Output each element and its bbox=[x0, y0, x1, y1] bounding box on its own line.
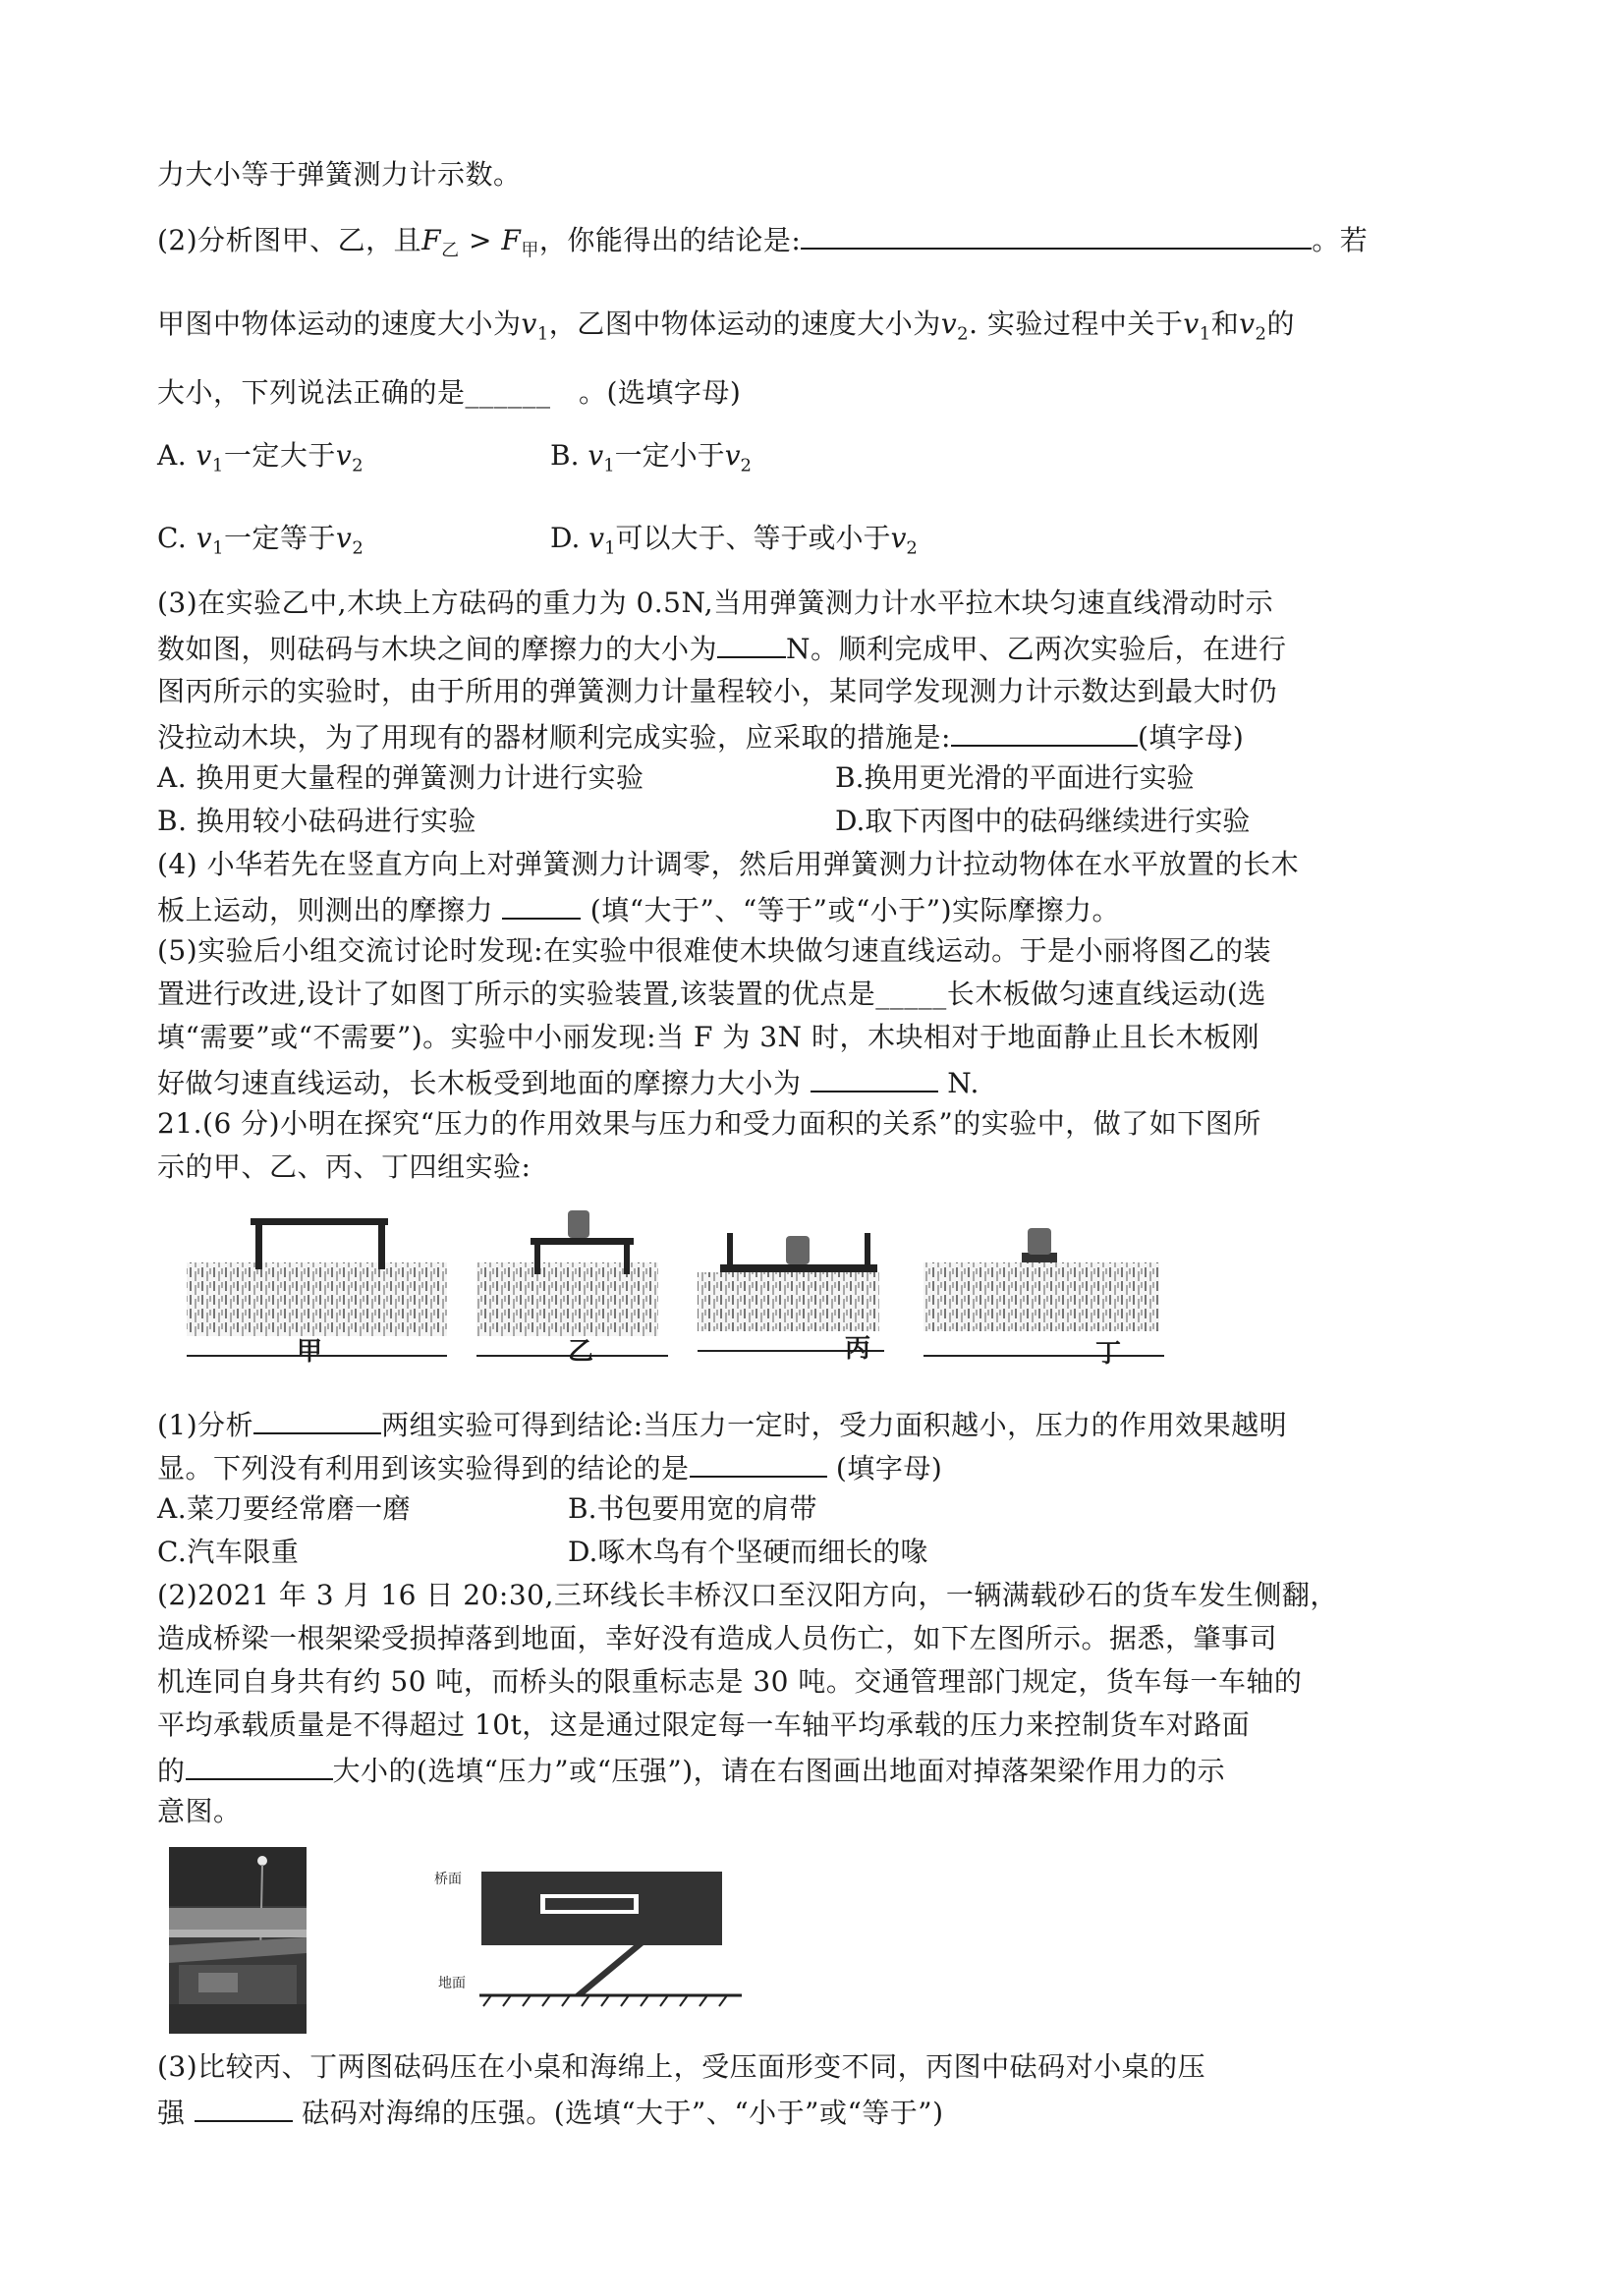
subscript: 1 bbox=[1199, 323, 1211, 345]
question-21-stem: 21.(6 分)小明在探究“压力的作用效果与压力和受力面积的关系”的实验中，做了如下图所 bbox=[157, 1107, 1261, 1140]
bridge-diagram bbox=[432, 1867, 766, 2014]
text-line bbox=[157, 888, 1120, 930]
velocity-symbol: v bbox=[1239, 308, 1256, 340]
text-line: (3)在实验乙中,木块上方砝码的重力为 0.5N,当用弹簧测力计水平拉木块匀速直线滑动时示 bbox=[157, 587, 1274, 619]
text-line: 填“需要”或“不需要”)。实验中小丽发现:当 F 为 3N 时，木块相对于地面静止且长木板刚 bbox=[157, 1021, 1259, 1053]
table-leg bbox=[534, 1245, 540, 1274]
subscript: 乙 bbox=[441, 240, 460, 261]
velocity-symbol: v bbox=[588, 522, 605, 554]
option-c[interactable] bbox=[157, 519, 364, 569]
answer-blank[interactable] bbox=[502, 888, 581, 920]
sponge bbox=[923, 1262, 1159, 1331]
bridge-deck-label: 桥面 bbox=[434, 1872, 462, 1887]
table-top bbox=[720, 1264, 877, 1272]
sponge bbox=[476, 1262, 658, 1336]
option-d[interactable]: D.啄木鸟有个坚硬而细长的喙 bbox=[568, 1536, 928, 1568]
text: 大小的(选填“压力”或“压强”)，请在右图画出地面对掉落架梁作用力的示 bbox=[332, 1755, 1226, 1787]
fallen-beam bbox=[575, 1945, 644, 1994]
sponge bbox=[187, 1262, 447, 1336]
text-line bbox=[157, 2091, 944, 2133]
answer-blank[interactable] bbox=[690, 1446, 827, 1478]
answer-blank[interactable] bbox=[811, 1061, 938, 1092]
subscript: 1 bbox=[603, 455, 615, 476]
text: 。若 bbox=[1312, 224, 1369, 256]
answer-blank[interactable] bbox=[195, 2091, 293, 2122]
weight bbox=[1028, 1228, 1051, 1255]
subscript: 2 bbox=[352, 537, 364, 559]
ground-label: 地面 bbox=[438, 1976, 466, 1991]
text-line bbox=[157, 1403, 1287, 1445]
text-line bbox=[157, 627, 1287, 669]
question-2-line bbox=[157, 218, 1368, 271]
text: . 实验过程中关于 bbox=[969, 308, 1184, 340]
text-line bbox=[157, 1749, 1225, 1791]
subscript: 2 bbox=[740, 455, 752, 476]
text: 强 bbox=[157, 2097, 195, 2129]
text-line: 机连同自身共有约 50 吨，而桥头的限重标志是 30 吨。交通管理部门规定，货车每一车轴的 bbox=[157, 1665, 1303, 1698]
experiment-figures bbox=[177, 1199, 1238, 1366]
option-b[interactable]: B.书包要用宽的肩带 bbox=[568, 1492, 817, 1525]
text: 一定等于 bbox=[224, 522, 337, 554]
text: > bbox=[459, 224, 502, 256]
figure-label: 丙 bbox=[845, 1334, 871, 1364]
text-line: 造成桥梁一根架梁受损掉落到地面，幸好没有造成人员伤亡，如下左图所示。据悉，肇事司 bbox=[157, 1622, 1278, 1654]
text-line: 意图。 bbox=[157, 1795, 242, 1827]
text: A. bbox=[157, 439, 188, 472]
text: ，你能得出的结论是: bbox=[538, 224, 802, 256]
text: 好做匀速直线运动，长木板受到地面的摩擦力大小为 bbox=[157, 1067, 811, 1099]
subscript: 甲 bbox=[521, 240, 539, 261]
velocity-symbol: v bbox=[890, 522, 907, 554]
text: (填字母) bbox=[1137, 721, 1245, 754]
text: N。顺利完成甲、乙两次实验后，在进行 bbox=[786, 633, 1287, 665]
sponge bbox=[698, 1272, 879, 1331]
text-line: (5)实验后小组交流讨论时发现:在实验中很难使木块做匀速直线运动。于是小丽将图乙的装 bbox=[157, 934, 1272, 967]
table-leg bbox=[378, 1225, 385, 1269]
answer-blank[interactable] bbox=[801, 218, 1312, 250]
text: 的 bbox=[1266, 308, 1295, 340]
text: 板上运动，则测出的摩擦力 bbox=[157, 894, 503, 926]
subscript: 2 bbox=[1255, 323, 1267, 345]
subscript: 2 bbox=[957, 323, 970, 345]
text: 一定小于 bbox=[614, 439, 725, 472]
subscript: 1 bbox=[536, 323, 549, 345]
text: 两组实验可得到结论:当压力一定时，受力面积越小，压力的作用效果越明 bbox=[381, 1409, 1288, 1441]
bridge-photo bbox=[169, 1847, 307, 2034]
force-symbol: F bbox=[501, 224, 522, 256]
text-line: 平均承载质量是不得超过 10t，这是通过限定每一车轴平均承载的压力来控制货车对路面 bbox=[157, 1708, 1251, 1741]
table-leg bbox=[865, 1233, 870, 1264]
velocity-symbol: v bbox=[196, 439, 212, 472]
option-a[interactable] bbox=[157, 436, 364, 486]
option-b[interactable]: B.换用更光滑的平面进行实验 bbox=[835, 761, 1195, 794]
velocity-symbol: v bbox=[521, 308, 537, 340]
table-top bbox=[531, 1238, 634, 1245]
text: 显。下列没有利用到该实验得到的结论的是 bbox=[157, 1452, 690, 1484]
answer-blank[interactable] bbox=[186, 1749, 333, 1780]
text-line: 大小，下列说法正确的是______ 。(选填字母) bbox=[157, 376, 742, 409]
option-c[interactable]: B. 换用较小砝码进行实验 bbox=[157, 805, 476, 837]
answer-blank[interactable] bbox=[951, 715, 1138, 747]
subscript: 1 bbox=[212, 537, 225, 559]
table-leg bbox=[255, 1225, 262, 1269]
velocity-symbol: v bbox=[1183, 308, 1200, 340]
option-a[interactable]: A.菜刀要经常磨一磨 bbox=[157, 1492, 412, 1525]
text-line: (4) 小华若先在竖直方向上对弹簧测力计调零，然后用弹簧测力计拉动物体在水平放置的长木 bbox=[157, 848, 1300, 880]
text: N. bbox=[937, 1067, 979, 1099]
weight bbox=[786, 1236, 810, 1264]
option-c[interactable]: C.汽车限重 bbox=[157, 1536, 300, 1568]
subscript: 2 bbox=[906, 537, 918, 559]
table-leg bbox=[727, 1233, 733, 1264]
table-leg bbox=[624, 1245, 630, 1274]
table-top bbox=[251, 1218, 388, 1225]
text: 数如图，则砝码与木块之间的摩擦力的大小为 bbox=[157, 633, 718, 665]
weight bbox=[568, 1210, 589, 1238]
text-line: (2)2021 年 3 月 16 日 20:30,三环线长丰桥汉口至汉阳方向，一辆满载砂石的货车发生侧翻， bbox=[157, 1579, 1338, 1611]
text-line: 力大小等于弹簧测力计示数。 bbox=[157, 158, 522, 191]
text: ，乙图中物体运动的速度大小为 bbox=[548, 308, 941, 340]
figure-ding bbox=[923, 1228, 1164, 1356]
velocity-symbol: v bbox=[335, 439, 353, 472]
text: (填“大于”、“等于”或“小于”)实际摩擦力。 bbox=[581, 894, 1121, 926]
text: 一定大于 bbox=[223, 439, 336, 472]
text: 和 bbox=[1210, 308, 1240, 340]
text-line: 示的甲、乙、丙、丁四组实验: bbox=[157, 1150, 532, 1183]
figure-label: 丁 bbox=[1095, 1339, 1122, 1369]
option-d[interactable]: D.取下丙图中的砝码继续进行实验 bbox=[835, 805, 1251, 837]
option-b[interactable] bbox=[550, 436, 752, 486]
text: B. bbox=[550, 439, 580, 472]
text-line: (3)比较丙、丁两图砝码压在小桌和海绵上，受压面形变不同，丙图中砝码对小桌的压 bbox=[157, 2050, 1206, 2083]
figure-label: 乙 bbox=[568, 1337, 594, 1367]
text: D. bbox=[550, 522, 581, 554]
text-line bbox=[157, 715, 1244, 757]
text-line bbox=[157, 1061, 979, 1103]
subscript: 1 bbox=[604, 537, 616, 559]
text-line bbox=[157, 1446, 942, 1488]
text-line: 图丙所示的实验时，由于所用的弹簧测力计量程较小，某同学发现测力计示数达到最大时仍 bbox=[157, 675, 1278, 707]
text: 砝码对海绵的压强。(选填“大于”、“小于”或“等于”) bbox=[292, 2097, 944, 2129]
text: 的 bbox=[157, 1755, 186, 1787]
velocity-symbol: v bbox=[196, 522, 213, 554]
text: (1)分析 bbox=[157, 1409, 254, 1441]
subscript: 1 bbox=[211, 455, 224, 476]
figure-label: 甲 bbox=[297, 1337, 323, 1367]
subscript: 2 bbox=[352, 455, 364, 476]
velocity-symbol: v bbox=[940, 308, 958, 340]
force-symbol: F bbox=[421, 224, 442, 256]
text: 没拉动木块，为了用现有的器材顺利完成实验，应采取的措施是: bbox=[157, 721, 951, 754]
text: C. bbox=[157, 522, 188, 554]
velocity-symbol: v bbox=[336, 522, 353, 554]
answer-blank[interactable] bbox=[253, 1403, 381, 1434]
text: (2)分析图甲、乙，且 bbox=[157, 224, 422, 256]
answer-blank[interactable] bbox=[717, 627, 786, 658]
text-line bbox=[157, 305, 1295, 355]
text: 可以大于、等于或小于 bbox=[615, 522, 891, 554]
text: (填字母) bbox=[826, 1452, 943, 1484]
velocity-symbol: v bbox=[588, 439, 604, 472]
option-d[interactable] bbox=[550, 519, 918, 569]
velocity-symbol: v bbox=[724, 439, 741, 472]
text: 甲图中物体运动的速度大小为 bbox=[157, 308, 522, 340]
text-line: 置进行改进,设计了如图丁所示的实验装置,该装置的优点是_____长木板做匀速直线运动(选 bbox=[157, 978, 1266, 1010]
option-a[interactable]: A. 换用更大量程的弹簧测力计进行实验 bbox=[157, 761, 644, 794]
